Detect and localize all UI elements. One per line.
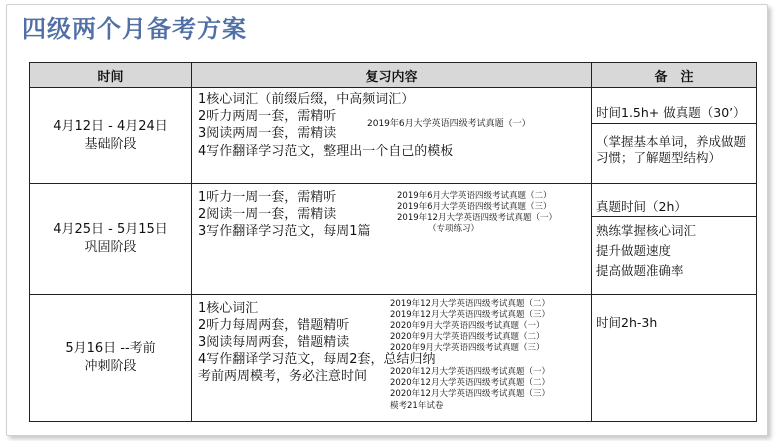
time-cell: [30, 184, 192, 295]
content-line: 2听力两周一套，需精听: [198, 109, 337, 124]
time-cell: [30, 295, 192, 422]
table-row: [30, 184, 757, 295]
content-cell: [192, 295, 592, 422]
note-text: （掌握基本单词，养成做题习惯；了解题型结构）: [596, 134, 747, 165]
header-time: 时间: [30, 63, 192, 88]
notes-cell: [592, 88, 757, 184]
content-line: 1核心词汇（前缀后缀，中高频词汇）: [198, 92, 415, 107]
exam-reference-note: 模考21年试卷: [390, 401, 444, 411]
study-plan-table: [29, 62, 757, 422]
notes-cell: [592, 184, 757, 295]
time-cell: [30, 88, 192, 184]
notes-cell: [592, 295, 757, 422]
content-line: 4写作翻译学习范文，整理出一个自己的模板: [198, 144, 454, 159]
header-content: 复习内容: [192, 63, 592, 88]
content-line: 1听力一周一套，需精听: [198, 190, 337, 205]
table-row: [30, 295, 757, 422]
header-notes: 备 注: [592, 63, 757, 88]
exam-reference: 2019年6月大学英语四级考试真题（二）: [397, 191, 552, 201]
time-dates: 4月25日 - 5月15日: [53, 222, 168, 237]
exam-reference: 2020年9月大学英语四级考试真题（二）: [390, 332, 545, 342]
page-title: 四级两个月备考方案: [22, 15, 247, 43]
note-text: 真题时间（2h）: [592, 195, 756, 217]
content-line: 4写作翻译学习范文，每周2套，总结归纳: [198, 352, 436, 367]
exam-reference: 2020年9月大学英语四级考试真题（三）: [390, 343, 545, 353]
exam-reference: 2020年9月大学英语四级考试真题（一）: [390, 321, 545, 331]
time-phase: 基础阶段: [84, 136, 137, 152]
time-dates: 5月16日 --考前: [65, 341, 156, 356]
exam-reference: 2020年12月大学英语四级考试真题（二）: [390, 378, 550, 388]
note-text: 熟练掌握核心词汇: [596, 223, 697, 238]
content-cell: [192, 88, 592, 184]
exam-reference-note: （专项练习）: [428, 224, 480, 234]
exam-reference: 2019年6月大学英语四级考试真题（三）: [397, 202, 552, 212]
exam-reference: 2020年12月大学英语四级考试真题（三）: [390, 389, 550, 399]
content-line: 3阅读两周一套，需精读: [198, 126, 337, 141]
note-text: 提高做题准确率: [596, 263, 684, 278]
content-line: 3写作翻译学习范文，每周1篇: [198, 224, 371, 239]
content-line: 2听力每周两套，错题精听: [198, 318, 350, 333]
time-phase: 冲刺阶段: [84, 359, 137, 374]
exam-reference: 2019年12月大学英语四级考试真题（一）: [397, 213, 557, 223]
exam-reference: 2019年12月大学英语四级考试真题（三）: [390, 310, 550, 320]
table-row: [30, 88, 757, 184]
note-text: 时间2h-3h: [596, 315, 658, 330]
time-phase: 巩固阶段: [84, 240, 137, 255]
exam-reference: 2019年12月大学英语四级考试真题（二）: [390, 299, 550, 309]
content-line: 考前两周模考，务必注意时间: [198, 369, 368, 384]
content-cell: [192, 184, 592, 295]
note-text: 提升做题速度: [596, 243, 672, 258]
time-dates: 4月12日 - 4月24日: [53, 118, 168, 134]
table-header-row: [30, 63, 757, 88]
note-text: 时间1.5h+ 做真题（30’）: [592, 101, 756, 124]
exam-reference: 2019年6月大学英语四级考试真题（一）: [367, 119, 531, 129]
content-line: 2阅读一周一套，需精读: [198, 207, 337, 222]
exam-reference: 2020年12月大学英语四级考试真题（一）: [390, 367, 550, 377]
content-line: 1核心词汇: [198, 301, 259, 316]
content-line: 3阅读每周两套，错题精读: [198, 335, 350, 350]
